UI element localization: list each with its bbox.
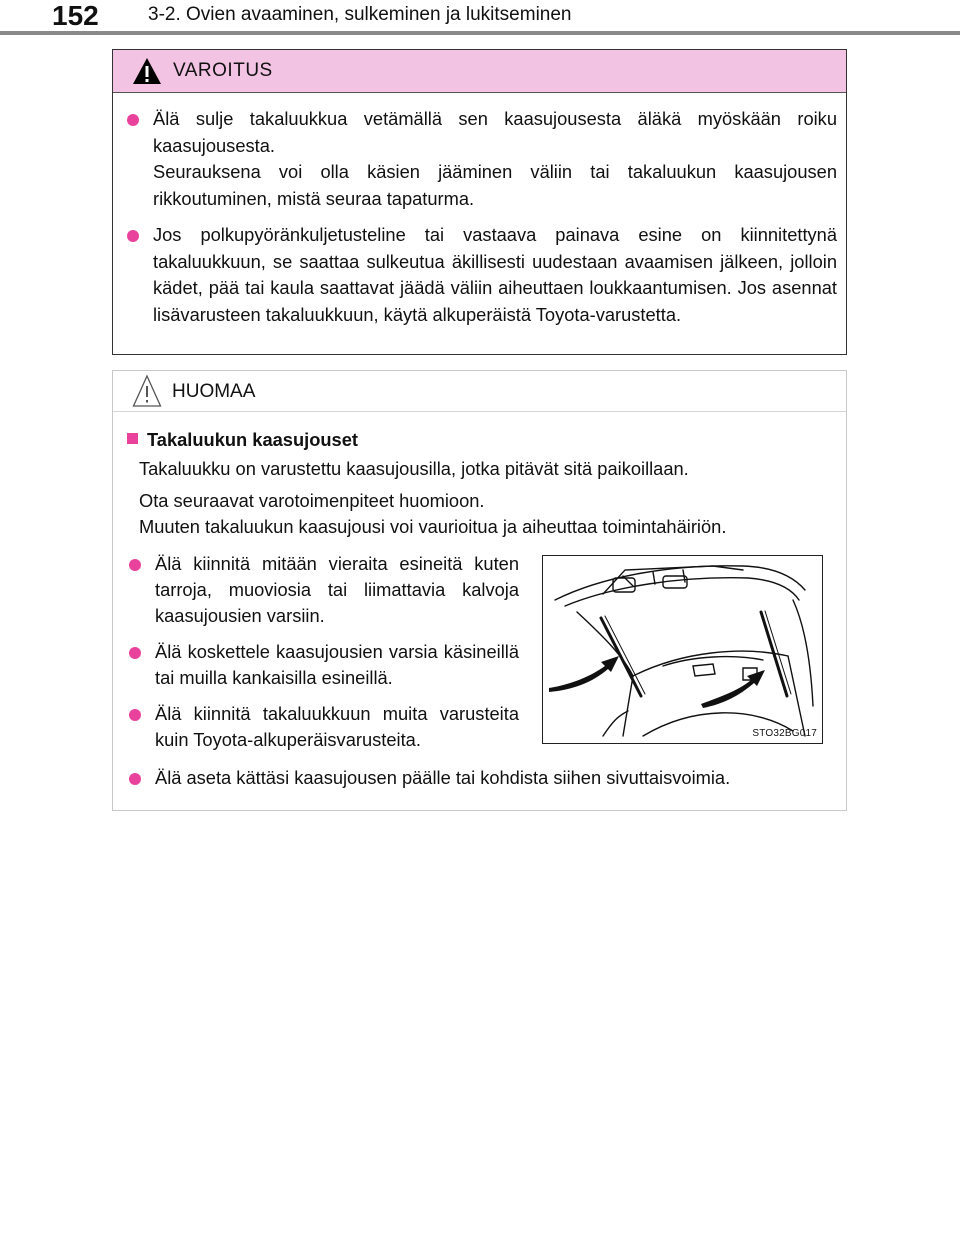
bullet-icon [129,559,141,571]
figure-code: STO32BG017 [752,728,817,739]
bullet-icon [127,230,139,242]
notice-box [112,370,847,811]
header-rule [0,31,960,35]
notice-item: Älä kiinnitä mitään vieraita esineitä kuten tarroja, muoviosia tai liimattavia kalvoja kaasujousien varsiin. [127,551,519,629]
notice-item: Älä aseta kättäsi kaasujousen päälle tai kohdista siihen sivuttaisvoimia. [127,765,875,791]
warning-triangle-icon [132,57,162,85]
notice-item: Älä koskettele kaasujousien varsia käsineillä tai muilla kankaisilla esineillä. [127,639,519,691]
notice-title: HUOMAA [172,381,256,402]
notice-item: Älä kiinnitä takaluukkuun muita varusteita kuin Toyota-alkuperäisvarusteita. [127,701,519,753]
paragraph: Muuten takaluukun kaasujousi voi vaurioitua ja aiheuttaa toimintahäiriön. [139,516,727,537]
notice-list [127,551,519,763]
notice-header [113,371,846,412]
page-number: 152 [52,0,99,31]
warning-list [125,106,837,338]
tailgate-drawing [543,556,823,744]
warning-item-text: Älä sulje takaluukkua vetämällä sen kaasujousesta äläkä myöskään roiku kaasujousesta. Seurauksena voi olla käsien jääminen väliin tai takaluukun kaasujousen rikkoutuminen, mistä seuraa tapaturma. [153,108,837,209]
subheading: Takaluukun kaasujouset [127,429,358,451]
bullet-icon [129,647,141,659]
warning-box [112,49,847,355]
bullet-icon [129,773,141,785]
caution-triangle-icon [132,374,162,408]
tailgate-strut-illustration [542,555,823,744]
warning-item [125,106,837,212]
warning-title: VAROITUS [173,60,273,81]
bullet-icon [127,114,139,126]
square-bullet-icon [127,433,138,444]
bullet-icon [129,709,141,721]
paragraph: Takaluukku on varustettu kaasujousilla, jotka pitävät sitä paikoillaan. [139,458,689,479]
warning-item-text: Jos polkupyöränkuljetusteline tai vastaava painava esine on kiinnitettynä takaluukkuun, se saattaa sulkeutua äkillisesti uudestaan avaamisen jälkeen, jolloin kädet, pää tai kaula saattavat jäädä väliin aiheuttaen loukkaantumisen. Jos asennat lisävarusteen takaluukkuun, käytä alkuperäistä Toyota-varustetta. [153,224,837,325]
warning-header [113,50,846,93]
warning-item [125,222,837,328]
paragraph: Ota seuraavat varotoimenpiteet huomioon. [139,490,485,511]
section-title: 3-2. Ovien avaaminen, sulkeminen ja lukitseminen [148,4,572,25]
